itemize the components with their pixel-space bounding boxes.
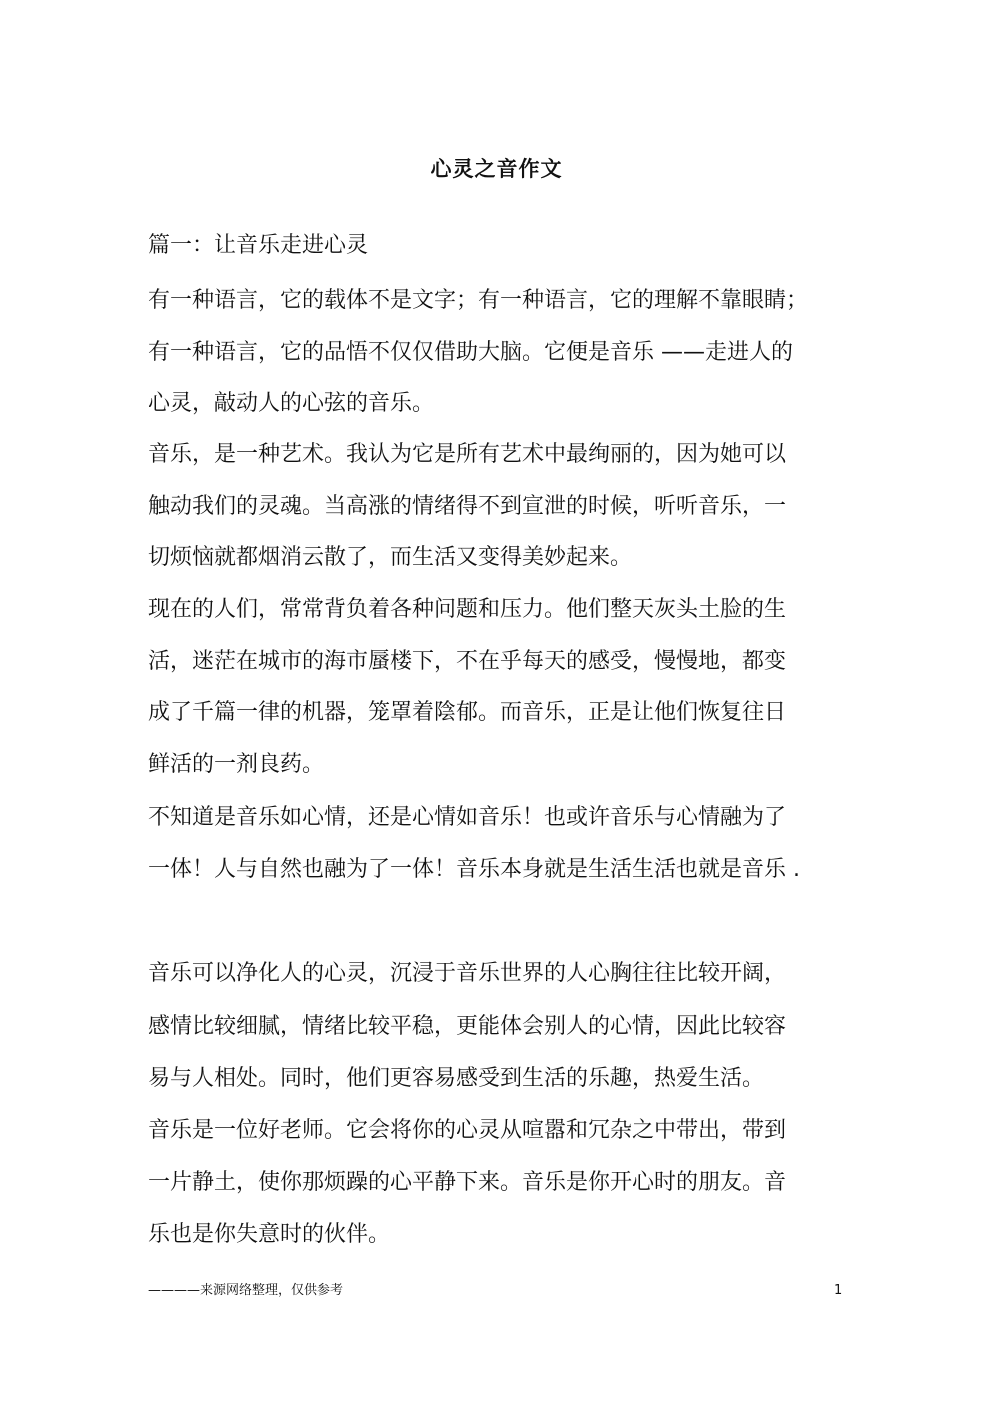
text-line: 音乐是一位好老师。它会将你的心灵从喧嚣和冗杂之中带出，带到 xyxy=(148,1118,787,1143)
text-line: 成了千篇一律的机器，笼罩着陰郁。而音乐，正是让他们恢复往日 xyxy=(148,700,787,725)
text-line: 有一种语言，它的品悟不仅仅借助大脑。它便是音乐 ——走进人的 xyxy=(148,340,793,365)
text-line: 现在的人们，常常背负着各种问题和压力。他们整天灰头土脸的生 xyxy=(148,597,787,622)
text-line: 鲜活的一剂良药。 xyxy=(148,752,325,777)
text-line: 心灵，敲动人的心弦的音乐。 xyxy=(148,391,435,416)
text-line: 触动我们的灵魂。当高涨的情绪得不到宣泄的时候，听听音乐，一 xyxy=(148,494,787,519)
text-line: 感情比较细腻，情绪比较平稳，更能体会别人的心情，因此比较容 xyxy=(148,1014,787,1039)
text-line: 活，迷茫在城市的海市蜃楼下，不在乎每天的感受，慢慢地，都变 xyxy=(148,649,787,674)
text-line: 不知道是音乐如心情，还是心情如音乐！也或许音乐与心情融为了 xyxy=(148,805,787,830)
text-line: 音乐，是一种艺术。我认为它是所有艺术中最绚丽的，因为她可以 xyxy=(148,442,787,467)
page-title: 心灵之音作文 xyxy=(430,157,563,181)
text-line: 切烦恼就都烟消云散了，而生活又变得美妙起来。 xyxy=(148,545,633,570)
text-line: 一体！人与自然也融为了一体！音乐本身就是生活生活也就是音乐 . xyxy=(148,857,800,882)
text-line: 有一种语言，它的载体不是文字；有一种语言，它的理解不靠眼睛； xyxy=(148,288,809,313)
page-number: 1 xyxy=(834,1283,843,1298)
text-line: 易与人相处。同时，他们更容易感受到生活的乐趣，热爱生活。 xyxy=(148,1066,765,1091)
section-heading: 篇一：让音乐走进心灵 xyxy=(148,233,369,258)
text-line: 一片静土，使你那烦躁的心平静下来。音乐是你开心时的朋友。音 xyxy=(148,1170,787,1195)
footer-source-note: ————来源网络整理，仅供参考 xyxy=(148,1283,344,1298)
text-line: 音乐可以净化人的心灵，沉浸于音乐世界的人心胸往往比较开阔， xyxy=(148,961,787,986)
text-line: 乐也是你失意时的伙伴。 xyxy=(148,1222,391,1247)
